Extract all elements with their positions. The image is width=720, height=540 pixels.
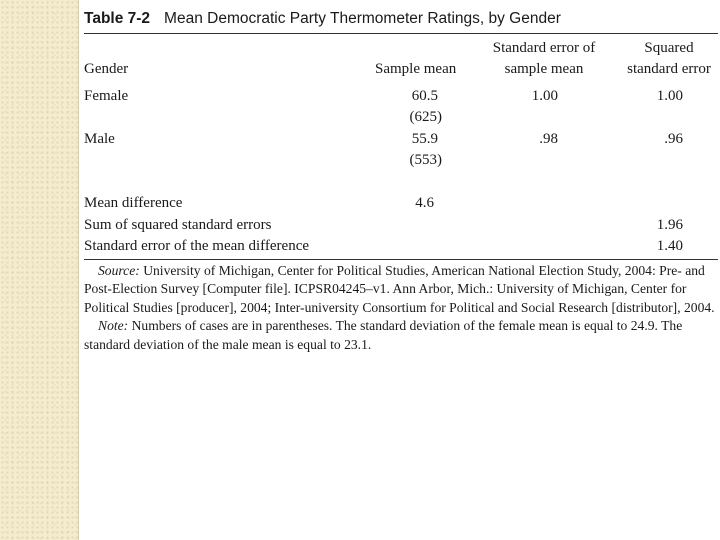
- row-label-female: Female: [84, 88, 129, 104]
- female-sample-mean: 60.5: [411, 88, 438, 104]
- row-label-male: Male: [84, 131, 115, 147]
- male-squared-se: .96: [664, 131, 683, 147]
- table-caption: [84, 10, 561, 28]
- note: [84, 317, 718, 354]
- male-standard-error: .98: [539, 131, 558, 147]
- header-se-line2: sample mean: [504, 61, 584, 77]
- table-label: Table 7-2: [84, 10, 151, 27]
- male-sample-mean: 55.9: [411, 131, 438, 147]
- header-sample-mean: Sample mean: [375, 61, 457, 77]
- source-note: [84, 262, 718, 317]
- note-text: Numbers of cases are in parentheses. The standard deviation of the female mean is equal to 24.9. The standard deviation of the male mean is equal to 23.1.: [84, 318, 683, 352]
- table-title: Mean Democratic Party Thermometer Ratings, by Gender: [164, 10, 561, 27]
- top-rule: [84, 33, 718, 34]
- sum-squared-se-value: 1.96: [656, 217, 683, 233]
- decorative-sidebar: [0, 0, 79, 540]
- summary-label-se-mean-difference: Standard error of the mean difference: [84, 238, 310, 254]
- female-squared-se: 1.00: [656, 88, 683, 104]
- male-case-count: (553): [409, 152, 442, 168]
- note-label: Note:: [98, 318, 129, 334]
- table-notes: [84, 262, 718, 354]
- female-case-count: (625): [409, 109, 442, 125]
- mean-difference-value: 4.6: [415, 195, 434, 211]
- header-se-line1: Standard error of: [492, 40, 596, 56]
- header-gender: Gender: [84, 61, 129, 77]
- bottom-rule: [84, 259, 718, 260]
- header-squared-line2: standard error: [627, 61, 711, 77]
- se-mean-difference-value: 1.40: [656, 238, 683, 254]
- summary-label-mean-difference: Mean difference: [84, 195, 183, 211]
- female-standard-error: 1.00: [531, 88, 558, 104]
- source-text: University of Michigan, Center for Political Studies, American National Election Study, 2004: Pre- and Post-Election Survey [Computer file]. ICPSR04245–v1. Ann Arbor, Mich.: University of Michigan, Center for Political Studies [producer], 2004; Inter-university Consortium for Political and Social Research [distributor], 2004.: [84, 263, 715, 315]
- source-label: Source:: [98, 263, 140, 278]
- header-squared-line1: Squared: [644, 40, 694, 56]
- summary-label-sum-squared-se: Sum of squared standard errors: [84, 217, 272, 233]
